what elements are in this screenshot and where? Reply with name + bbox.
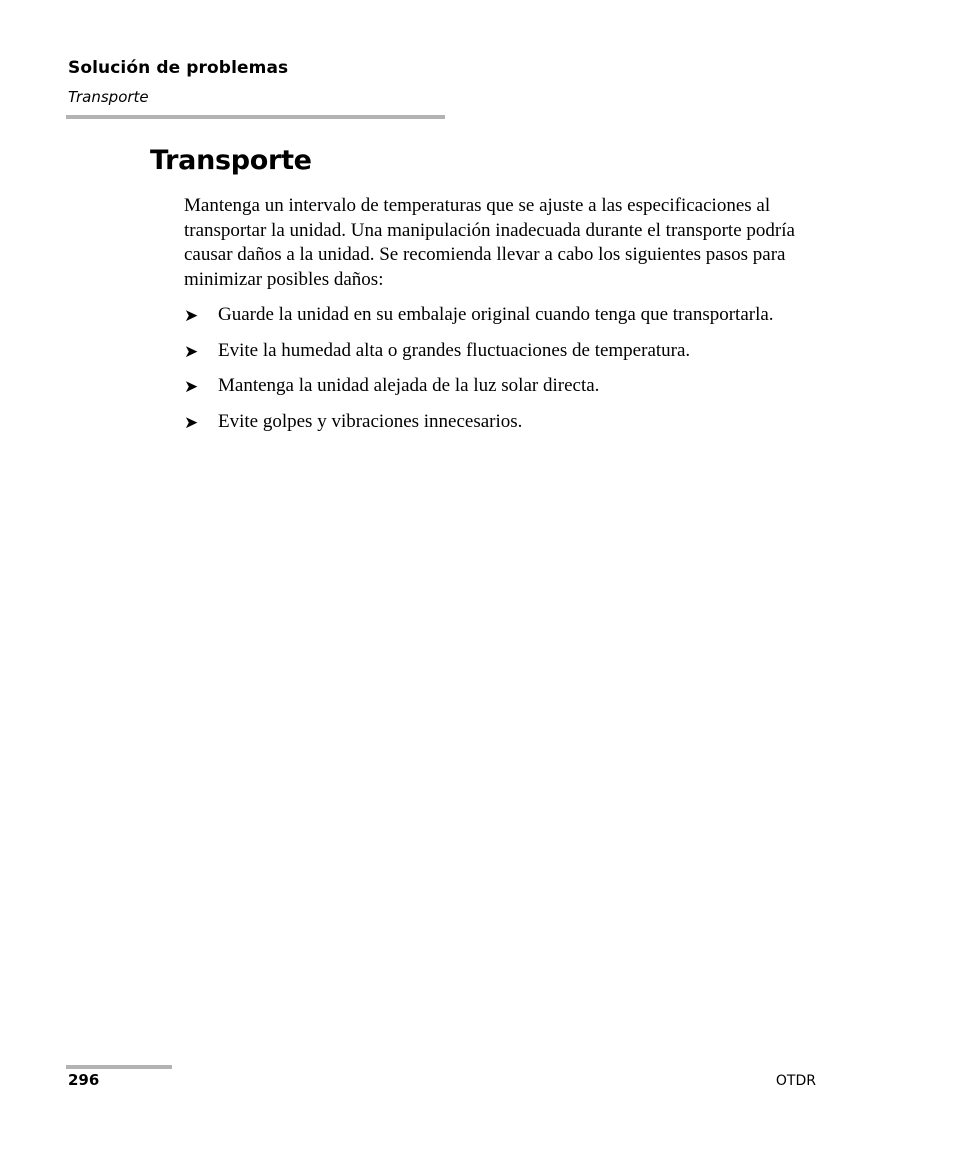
arrow-bullet-icon: ➤ xyxy=(184,412,199,433)
list-item-text: Evite golpes y vibraciones innecesarios. xyxy=(218,410,523,432)
page-title: Transporte xyxy=(150,145,312,176)
list-item xyxy=(184,374,814,399)
arrow-bullet-icon: ➤ xyxy=(184,306,199,326)
arrow-bullet-icon: ➤ xyxy=(184,377,199,397)
product-name: OTDR xyxy=(775,1073,816,1089)
bullet-list xyxy=(184,303,814,445)
running-header-subsection: Transporte xyxy=(68,88,149,106)
header-divider xyxy=(66,115,445,119)
arrow-bullet-icon: ➤ xyxy=(184,341,199,362)
list-item-text: Guarde la unidad en su embalaje original cuando tenga que transportarla. xyxy=(218,304,774,325)
intro-paragraph: Mantenga un intervalo de temperaturas que se ajuste a las especificaciones al transportar la unidad. Una manipulación inadecuada durante el transporte podría causar daños a la unidad. Se recomienda llevar a cabo los siguientes pasos para minimizar posibles daños: xyxy=(184,195,795,290)
footer-divider xyxy=(66,1065,172,1069)
list-item xyxy=(184,410,814,435)
list-item-text: Evite la humedad alta o grandes fluctuaciones de temperatura. xyxy=(218,339,691,361)
page-number: 296 xyxy=(68,1071,100,1089)
list-item xyxy=(184,339,814,364)
list-item-text: Mantenga la unidad alejada de la luz solar directa. xyxy=(218,375,600,396)
running-header-section: Solución de problemas xyxy=(68,58,289,78)
list-item xyxy=(184,303,814,328)
